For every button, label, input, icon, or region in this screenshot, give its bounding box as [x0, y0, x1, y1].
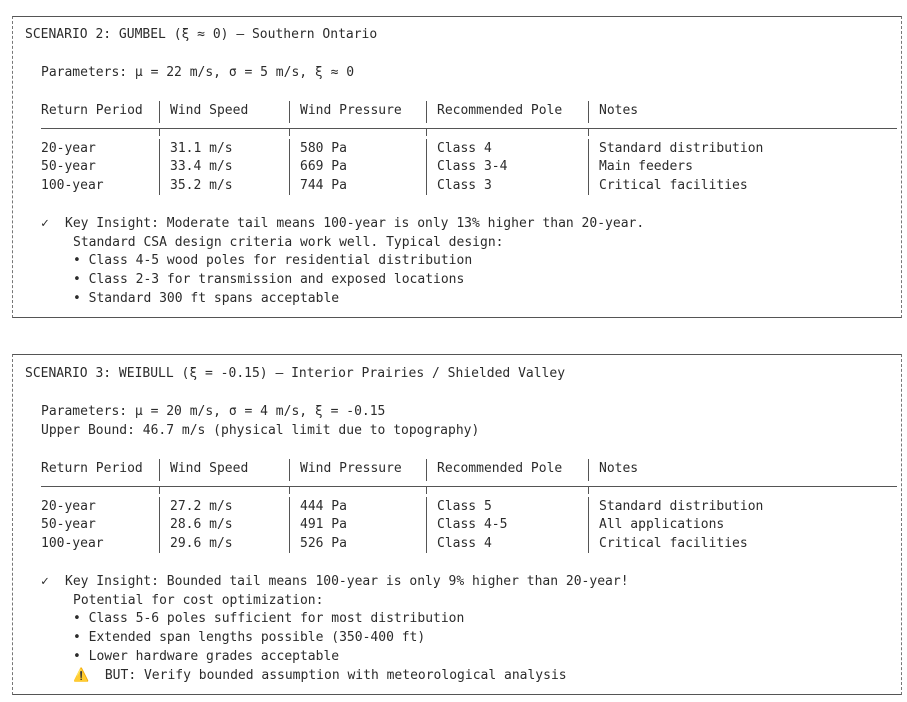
table-cell: 35.2 m/s	[170, 178, 233, 193]
column-divider	[426, 139, 427, 195]
scenario-3-upper-bound: Upper Bound: 46.7 m/s (physical limit due to topography)	[41, 423, 480, 438]
header-notes: Notes	[599, 461, 639, 476]
list-item: • Class 2-3 for transmission and exposed locations	[73, 272, 465, 287]
table-header-rule	[41, 486, 897, 487]
header-recommended-pole: Recommended Pole	[437, 461, 563, 476]
table-cell: 27.2 m/s	[170, 499, 233, 514]
table-cell: Class 3-4	[437, 159, 508, 174]
table-header-rule	[41, 128, 897, 129]
column-divider	[159, 459, 160, 481]
table-cell: Class 5	[437, 499, 492, 514]
column-divider	[588, 497, 589, 553]
header-wind-speed: Wind Speed	[170, 103, 249, 118]
table-cell: 20-year	[41, 499, 96, 514]
list-item: • Extended span lengths possible (350-400 ft)	[73, 630, 426, 645]
table-cell: 100-year	[41, 536, 104, 551]
table-cell: All applications	[599, 517, 725, 532]
column-divider	[588, 459, 589, 481]
table-cell: 50-year	[41, 159, 96, 174]
table-cell: Main feeders	[599, 159, 693, 174]
column-divider	[289, 459, 290, 481]
scenario-2-panel	[12, 16, 902, 318]
header-wind-pressure: Wind Pressure	[300, 103, 402, 118]
scenario-2-insight-text: Key Insight: Moderate tail means 100-year is only 13% higher than 20-year.	[65, 216, 645, 231]
column-divider	[289, 128, 290, 136]
column-divider	[426, 459, 427, 481]
table-cell: Critical facilities	[599, 536, 748, 551]
scenario-3-parameters: Parameters: μ = 20 m/s, σ = 4 m/s, ξ = -0.15	[41, 404, 386, 419]
table-cell: Critical facilities	[599, 178, 748, 193]
table-cell: Class 4	[437, 536, 492, 551]
column-divider	[289, 101, 290, 123]
table-cell: 28.6 m/s	[170, 517, 233, 532]
table-cell: 669 Pa	[300, 159, 347, 174]
list-item: • Standard 300 ft spans acceptable	[73, 291, 340, 306]
header-notes: Notes	[599, 103, 639, 118]
table-cell: 744 Pa	[300, 178, 347, 193]
list-item: • Lower hardware grades acceptable	[73, 649, 340, 664]
scenario-2-insight-detail: Standard CSA design criteria work well. Typical design:	[73, 235, 504, 250]
header-return-period: Return Period	[41, 103, 143, 118]
header-wind-pressure: Wind Pressure	[300, 461, 402, 476]
scenario-3-panel	[12, 354, 902, 695]
table-cell: 444 Pa	[300, 499, 347, 514]
table-cell: 20-year	[41, 141, 96, 156]
scenario-3-table	[41, 461, 897, 551]
column-divider	[289, 139, 290, 195]
column-divider	[588, 486, 589, 494]
scenario-2-table	[41, 103, 897, 193]
scenario-3-key-insight	[41, 574, 629, 590]
column-divider	[588, 128, 589, 136]
checkmark-icon: ✓	[41, 216, 49, 231]
header-return-period: Return Period	[41, 461, 143, 476]
column-divider	[159, 139, 160, 195]
table-cell: 100-year	[41, 178, 104, 193]
column-divider	[159, 128, 160, 136]
table-cell: 580 Pa	[300, 141, 347, 156]
table-cell: 50-year	[41, 517, 96, 532]
table-cell: Class 3	[437, 178, 492, 193]
table-cell: Class 4-5	[437, 517, 508, 532]
scenario-3-title: SCENARIO 3: WEIBULL (ξ = -0.15) — Interior Prairies / Shielded Valley	[25, 366, 566, 381]
scenario-3-warning: ⚠️ BUT: Verify bounded assumption with meteorological analysis	[73, 668, 567, 683]
table-cell: 31.1 m/s	[170, 141, 233, 156]
table-cell: Class 4	[437, 141, 492, 156]
table-cell: 29.6 m/s	[170, 536, 233, 551]
column-divider	[159, 497, 160, 553]
column-divider	[426, 128, 427, 136]
scenario-3-insight-text: Key Insight: Bounded tail means 100-year is only 9% higher than 20-year!	[65, 574, 629, 589]
column-divider	[159, 486, 160, 494]
list-item: • Class 4-5 wood poles for residential distribution	[73, 253, 473, 268]
table-cell: 526 Pa	[300, 536, 347, 551]
table-cell: 491 Pa	[300, 517, 347, 532]
column-divider	[159, 101, 160, 123]
header-recommended-pole: Recommended Pole	[437, 103, 563, 118]
scenario-2-parameters: Parameters: μ = 22 m/s, σ = 5 m/s, ξ ≈ 0	[41, 65, 355, 80]
column-divider	[426, 497, 427, 553]
column-divider	[289, 497, 290, 553]
scenario-3-insight-detail: Potential for cost optimization:	[73, 593, 324, 608]
list-item: • Class 5-6 poles sufficient for most distribution	[73, 611, 465, 626]
column-divider	[588, 101, 589, 123]
table-cell: Standard distribution	[599, 499, 764, 514]
column-divider	[426, 486, 427, 494]
table-cell: 33.4 m/s	[170, 159, 233, 174]
column-divider	[588, 139, 589, 195]
column-divider	[289, 486, 290, 494]
checkmark-icon: ✓	[41, 574, 49, 589]
scenario-2-key-insight	[41, 216, 644, 232]
table-cell: Standard distribution	[599, 141, 764, 156]
column-divider	[426, 101, 427, 123]
scenario-2-title: SCENARIO 2: GUMBEL (ξ ≈ 0) — Southern Ontario	[25, 27, 378, 42]
header-wind-speed: Wind Speed	[170, 461, 249, 476]
